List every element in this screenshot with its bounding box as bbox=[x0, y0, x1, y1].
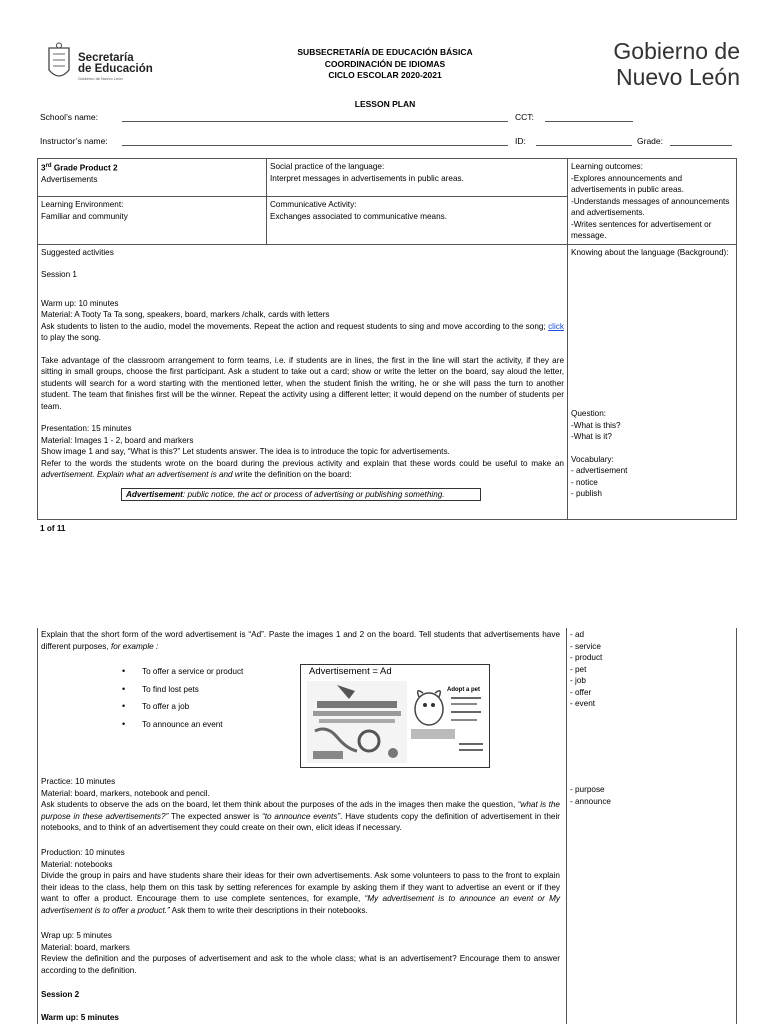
lesson-plan-title: LESSON PLAN bbox=[354, 99, 416, 109]
instructor-name-label: Instructor’s name: bbox=[40, 136, 108, 146]
wrapup-title: Wrap up: 5 minutes bbox=[41, 931, 112, 940]
vocab-item: - purpose bbox=[570, 785, 605, 794]
social-practice-cell bbox=[267, 159, 568, 197]
cct-field[interactable] bbox=[545, 121, 633, 122]
practice-material: Material: board, markers, notebook and pencil. bbox=[41, 788, 210, 798]
advertisement-image-title: Advertisement = Ad bbox=[309, 666, 392, 677]
presentation-instruction-2: Refer to the words the students wrote on the board during the previous activity and explain that these words could be useful to make an advertisement. Explain what an advertisement is and write the definition on the board: bbox=[41, 458, 564, 479]
practice-instructions: Ask students to observe the ads on the board, let them think about the purposes of the ads in the images then make the question, “what is the purpose in these advertisements?” The expected answer is “to announce events”. Have students copy the definition of advertisement in their notebooks, and to think of an advertisement they could create on their own, elicit ideas if necessary. bbox=[41, 800, 560, 832]
practice-title: Practice: 10 minutes bbox=[41, 777, 116, 786]
practice-section bbox=[41, 776, 560, 834]
outcome-1: -Explores announcements and advertisements in public areas. bbox=[571, 173, 684, 194]
warmup-material: Material: A Tooty Ta Ta song, speakers, board, markers /chalk, cards with letters bbox=[41, 310, 330, 319]
learning-outcomes-label: Learning outcomes: bbox=[571, 162, 643, 171]
school-name-label: School’s name: bbox=[40, 112, 98, 122]
production-material: Material: notebooks bbox=[41, 859, 113, 869]
vocab-item: - advertisement bbox=[571, 466, 628, 475]
grade-product: 3rd Grade Product 2 bbox=[41, 163, 118, 173]
music-event-flyer-icon bbox=[307, 681, 407, 763]
communicative-activity-value: Exchanges associated to communicative means. bbox=[270, 211, 448, 221]
outcome-2: -Understands messages of announcements and advertisements. bbox=[571, 196, 730, 217]
production-instructions: Divide the group in pairs and have students share their ideas for their own advertisements. Ask some volunteers to pass to the front to explain their ideas to the class, help them on this task by setting references for example by asking them if they want to advertise an event or if they want to offer a product. Encourage them to use complete sentences, for example, “My advertisement is to announce an event or My advertisement is to offer a product.” Ask them to write their descriptions in their notebooks. bbox=[41, 871, 560, 915]
center-header-line2: COORDINACIÓN DE IDIOMAS bbox=[324, 58, 446, 69]
vocab-item: - event bbox=[570, 699, 596, 708]
advertisement-image bbox=[300, 664, 490, 768]
purpose-item: • To find lost pets bbox=[122, 684, 243, 702]
gobierno-line1: Gobierno de bbox=[613, 38, 740, 64]
suggested-activities-cell bbox=[38, 244, 568, 519]
social-practice-label: Social practice of the language: bbox=[270, 162, 385, 171]
definition-text: : public notice, the act or process of advertising or publishing something. bbox=[182, 489, 445, 499]
page-number: 1 of 11 bbox=[40, 524, 66, 533]
communicative-activity-cell bbox=[267, 197, 568, 244]
communicative-activity-label: Communicative Activity: bbox=[270, 200, 357, 210]
instructor-name-field[interactable] bbox=[122, 145, 508, 146]
gobierno-line2: Nuevo León bbox=[615, 64, 740, 90]
purpose-item: • To offer a service or product bbox=[122, 666, 243, 684]
center-header-line3: CICLO ESCOLAR 2020-2021 bbox=[328, 70, 442, 80]
question-2: -What is it? bbox=[571, 432, 612, 441]
vocab-item: - notice bbox=[571, 477, 598, 487]
center-header bbox=[230, 47, 540, 82]
vocab-item: - publish bbox=[571, 489, 602, 498]
warmup-instructions: Ask students to listen to the audio, model the movements. Repeat the action and request students to sing and move according to the song; click to play the song. bbox=[41, 321, 564, 342]
id-label: ID: bbox=[515, 136, 526, 146]
vocab-item: - announce bbox=[570, 796, 611, 806]
learning-environment-label: Learning Environment: bbox=[41, 200, 124, 210]
session2-warmup-title: Warm up: 5 minutes bbox=[41, 1013, 119, 1022]
adopt-pet-flyer-icon bbox=[411, 683, 485, 763]
purpose-list bbox=[122, 666, 243, 736]
warmup-teams-paragraph: Take advantage of the classroom arrangement to form teams, i.e. if students are in lines, the first in the line will start the activity, if they are sitting in small groups, choose the first participant. Ask a student to take out a card; show or write the letter on the board, say aloud the letter, students will search for a word starting with the mentioned letter, when the student finish the writing, he or she will pass the turn to another student. The team that finishes first will be the winner. Repeat the activity using a different letter; it would depend on the number of students per team. bbox=[41, 355, 564, 411]
session-2-label: Session 2 bbox=[41, 990, 80, 999]
gobierno-title bbox=[560, 38, 740, 90]
vocab-item: - service bbox=[570, 641, 601, 651]
presentation-instruction-1: Show image 1 and say, “What is this?” Let students answer. The idea is to introduce the topic for advertisements. bbox=[41, 447, 450, 456]
play-song-link[interactable]: click bbox=[548, 321, 564, 331]
seal-logo-icon bbox=[45, 42, 73, 86]
logo-line3: Gobierno de Nuevo León bbox=[78, 76, 123, 81]
question-label: Question: bbox=[571, 409, 607, 418]
page2-right-border bbox=[736, 628, 737, 1024]
page2-left-border bbox=[37, 628, 38, 1024]
logo-line2: de Educación bbox=[78, 63, 153, 75]
production-title: Production: 10 minutes bbox=[41, 848, 125, 857]
vocab-item: - offer bbox=[570, 687, 592, 697]
wrapup-instructions: Review the definition and the purposes of advertisement and ask to the whole class; what is an advertisement? Encourage them to answer according to the definition. bbox=[41, 954, 560, 975]
knowing-language-label: Knowing about the language (Background): bbox=[571, 247, 729, 257]
purpose-item: • To announce an event bbox=[122, 719, 243, 737]
id-field[interactable] bbox=[536, 145, 632, 146]
purpose-item: • To offer a job bbox=[122, 701, 243, 719]
definition-term: Advertisement bbox=[126, 489, 183, 499]
grade-product-cell bbox=[38, 159, 267, 197]
session-1-label: Session 1 bbox=[41, 270, 77, 279]
question-1: -What is this? bbox=[571, 420, 621, 430]
page2-middle-border bbox=[566, 628, 567, 1024]
learning-environment-value: Familiar and community bbox=[41, 211, 128, 221]
warmup-title: Warm up: 10 minutes bbox=[41, 298, 119, 308]
production-section bbox=[41, 847, 560, 916]
school-name-field[interactable] bbox=[122, 121, 508, 122]
wrapup-material: Material: board, markers bbox=[41, 942, 130, 952]
grade-label: Grade: bbox=[637, 136, 663, 146]
presentation-material: Material: Images 1 - 2, board and markers bbox=[41, 435, 194, 445]
definition-box bbox=[121, 488, 481, 501]
presentation-title: Presentation: 15 minutes bbox=[41, 424, 132, 433]
vocab-item: - pet bbox=[570, 664, 587, 674]
vocab-item: - job bbox=[570, 676, 586, 685]
page2-vocab-list-2 bbox=[570, 784, 611, 807]
adopt-pet-heading: Adopt a pet bbox=[447, 687, 480, 693]
page2-vocab-list bbox=[570, 629, 602, 710]
suggested-activities-label: Suggested activities bbox=[41, 247, 114, 257]
social-practice-value: Interpret messages in advertisements in public areas. bbox=[270, 173, 464, 183]
lesson-info-table bbox=[37, 158, 737, 520]
vocab-item: - product bbox=[570, 653, 603, 662]
learning-environment-cell bbox=[38, 197, 267, 244]
logo-line1: Secretaría bbox=[78, 52, 134, 64]
center-header-line1: SUBSECRETARÍA DE EDUCACIÓN BÁSICA bbox=[297, 47, 473, 57]
vocab-item: - ad bbox=[570, 630, 585, 639]
ad-intro-paragraph: Explain that the short form of the word advertisement is “Ad”. Paste the images 1 and 2 on the board. Tell students that advertisements have different purposes, for example : bbox=[41, 630, 560, 651]
wrapup-section bbox=[41, 930, 560, 976]
grade-field[interactable] bbox=[670, 145, 732, 146]
knowing-language-cell bbox=[568, 244, 737, 519]
product-name: Advertisements bbox=[41, 175, 98, 185]
cct-label: CCT: bbox=[515, 112, 534, 122]
outcome-3: -Writes sentences for advertisement or message. bbox=[571, 219, 712, 240]
vocabulary-label: Vocabulary: bbox=[571, 454, 614, 464]
learning-outcomes-cell bbox=[568, 159, 737, 245]
